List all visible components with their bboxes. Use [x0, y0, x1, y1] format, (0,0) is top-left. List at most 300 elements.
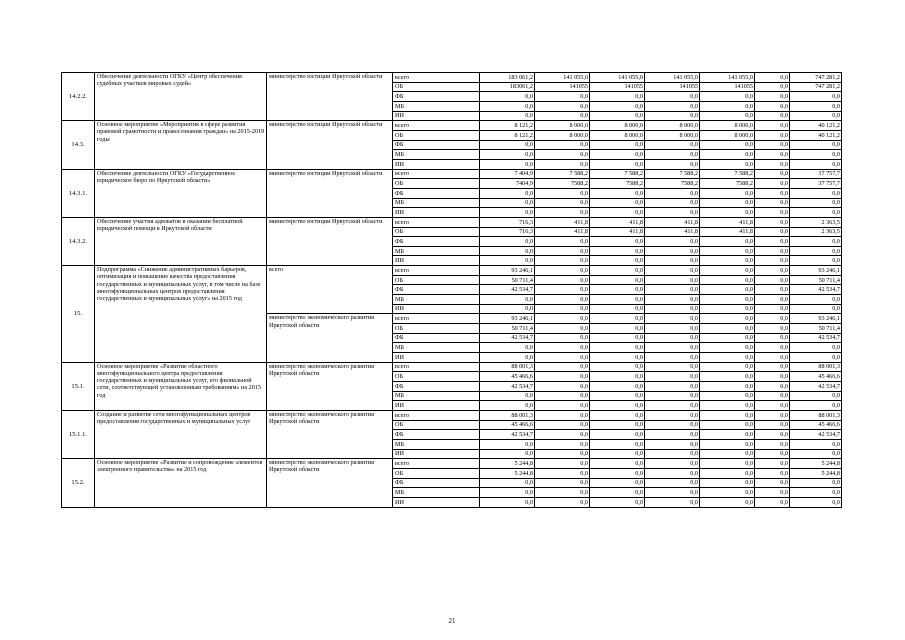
- amount-cell: 0,0: [535, 159, 590, 169]
- amount-cell: 0,0: [590, 478, 645, 488]
- amount-cell: 5 244,8: [480, 459, 535, 469]
- amount-cell: 0,0: [480, 401, 535, 411]
- amount-cell: 0,0: [480, 439, 535, 449]
- amount-cell: 0,0: [790, 92, 842, 102]
- amount-cell: 37 757,7: [790, 179, 842, 189]
- funding-source: ОБ: [393, 420, 480, 430]
- amount-cell: 0,0: [480, 198, 535, 208]
- amount-cell: 141055: [645, 82, 700, 92]
- amount-cell: 0,0: [755, 73, 790, 83]
- amount-cell: 2 363,5: [790, 227, 842, 237]
- amount-cell: 0,0: [590, 459, 645, 469]
- amount-cell: 0,0: [590, 188, 645, 198]
- amount-cell: 0,0: [700, 478, 755, 488]
- amount-cell: 141055: [590, 82, 645, 92]
- amount-cell: 0,0: [590, 208, 645, 218]
- amount-cell: 0,0: [790, 391, 842, 401]
- item-code: 15.2.: [62, 459, 95, 507]
- amount-cell: 0,0: [700, 372, 755, 382]
- amount-cell: 2 363,5: [790, 217, 842, 227]
- amount-cell: 8 000,0: [645, 121, 700, 131]
- amount-cell: 0,0: [790, 208, 842, 218]
- amount-cell: 0,0: [700, 304, 755, 314]
- amount-cell: 0,0: [590, 266, 645, 276]
- item-name: Основное мероприятие «Мероприятия в сфере развития правовой грамотности и правосознания граждан» на 2015-2019 годы: [95, 121, 267, 169]
- amount-cell: 50 711,4: [790, 275, 842, 285]
- amount-cell: 40 121,2: [790, 130, 842, 140]
- amount-cell: 0,0: [700, 285, 755, 295]
- amount-cell: 0,0: [645, 150, 700, 160]
- amount-cell: 0,0: [645, 140, 700, 150]
- amount-cell: 0,0: [590, 140, 645, 150]
- amount-cell: 0,0: [535, 353, 590, 363]
- amount-cell: 0,0: [645, 430, 700, 440]
- funding-source: МБ: [393, 391, 480, 401]
- amount-cell: 0,0: [755, 101, 790, 111]
- amount-cell: 0,0: [535, 208, 590, 218]
- amount-cell: 42 534,7: [480, 430, 535, 440]
- amount-cell: 0,0: [790, 304, 842, 314]
- amount-cell: 141 055,0: [535, 73, 590, 83]
- amount-cell: 0,0: [645, 401, 700, 411]
- amount-cell: 0,0: [590, 101, 645, 111]
- amount-cell: 0,0: [535, 92, 590, 102]
- amount-cell: 0,0: [645, 111, 700, 121]
- funding-source: ФБ: [393, 382, 480, 392]
- amount-cell: 0,0: [645, 295, 700, 305]
- amount-cell: 0,0: [480, 140, 535, 150]
- amount-cell: 0,0: [755, 430, 790, 440]
- item-code: 14.3.: [62, 121, 95, 169]
- funding-source: ФБ: [393, 333, 480, 343]
- amount-cell: 0,0: [480, 111, 535, 121]
- amount-cell: 0,0: [590, 353, 645, 363]
- amount-cell: 0,0: [755, 217, 790, 227]
- amount-cell: 716,3: [480, 227, 535, 237]
- amount-cell: 0,0: [590, 198, 645, 208]
- item-code: 15.1.: [62, 362, 95, 410]
- amount-cell: 0,0: [700, 314, 755, 324]
- amount-cell: 45 466,6: [790, 372, 842, 382]
- table-row: [62, 266, 842, 276]
- amount-cell: 0,0: [590, 92, 645, 102]
- amount-cell: 0,0: [790, 478, 842, 488]
- funding-source: ФБ: [393, 92, 480, 102]
- amount-cell: 0,0: [700, 92, 755, 102]
- amount-cell: 0,0: [590, 237, 645, 247]
- funding-source: всего: [393, 459, 480, 469]
- amount-cell: 8 121,2: [480, 121, 535, 131]
- amount-cell: 93 246,1: [790, 314, 842, 324]
- amount-cell: 8 000,0: [535, 121, 590, 131]
- amount-cell: 411,8: [590, 217, 645, 227]
- amount-cell: 0,0: [480, 188, 535, 198]
- amount-cell: 0,0: [590, 372, 645, 382]
- amount-cell: 0,0: [700, 488, 755, 498]
- amount-cell: 0,0: [755, 372, 790, 382]
- funding-source: МБ: [393, 488, 480, 498]
- amount-cell: 0,0: [790, 401, 842, 411]
- amount-cell: 8 000,0: [700, 130, 755, 140]
- table-row: [62, 410, 842, 420]
- amount-cell: 0,0: [700, 140, 755, 150]
- amount-cell: 0,0: [790, 140, 842, 150]
- amount-cell: 0,0: [755, 237, 790, 247]
- amount-cell: 0,0: [790, 150, 842, 160]
- funding-source: всего: [393, 121, 480, 131]
- item-code: 14.3.1.: [62, 169, 95, 217]
- amount-cell: 0,0: [645, 343, 700, 353]
- funding-source: ОБ: [393, 372, 480, 382]
- amount-cell: 0,0: [755, 401, 790, 411]
- amount-cell: 411,8: [590, 227, 645, 237]
- amount-cell: 0,0: [755, 468, 790, 478]
- amount-cell: 0,0: [535, 140, 590, 150]
- amount-cell: 8 000,0: [590, 130, 645, 140]
- amount-cell: 0,0: [590, 314, 645, 324]
- amount-cell: 0,0: [480, 343, 535, 353]
- amount-cell: 0,0: [755, 188, 790, 198]
- amount-cell: 0,0: [755, 92, 790, 102]
- amount-cell: 0,0: [700, 362, 755, 372]
- amount-cell: 0,0: [535, 410, 590, 420]
- amount-cell: 42 534,7: [480, 285, 535, 295]
- amount-cell: 0,0: [645, 324, 700, 334]
- amount-cell: 0,0: [755, 314, 790, 324]
- amount-cell: 0,0: [700, 275, 755, 285]
- amount-cell: 0,0: [755, 111, 790, 121]
- amount-cell: 0,0: [590, 439, 645, 449]
- amount-cell: 0,0: [645, 391, 700, 401]
- amount-cell: 0,0: [700, 246, 755, 256]
- amount-cell: 0,0: [535, 488, 590, 498]
- amount-cell: 0,0: [755, 285, 790, 295]
- amount-cell: 0,0: [700, 459, 755, 469]
- item-name: Обеспечение деятельности ОГКУ «Центр обеспечения судебных участков мировых судей»: [95, 73, 267, 121]
- amount-cell: 0,0: [535, 198, 590, 208]
- amount-cell: 0,0: [700, 497, 755, 507]
- amount-cell: 0,0: [700, 208, 755, 218]
- table-row: [62, 459, 842, 469]
- amount-cell: 0,0: [535, 295, 590, 305]
- amount-cell: 0,0: [755, 333, 790, 343]
- funding-source: ИИ: [393, 208, 480, 218]
- amount-cell: 0,0: [755, 295, 790, 305]
- amount-cell: 0,0: [645, 439, 700, 449]
- amount-cell: 88 001,3: [790, 362, 842, 372]
- amount-cell: 0,0: [535, 101, 590, 111]
- amount-cell: 42 534,7: [790, 382, 842, 392]
- amount-cell: 0,0: [755, 459, 790, 469]
- amount-cell: 0,0: [535, 478, 590, 488]
- funding-source: ОБ: [393, 179, 480, 189]
- amount-cell: 0,0: [480, 256, 535, 266]
- amount-cell: 183061,2: [480, 82, 535, 92]
- item-name: Основное мероприятие «Развитие и сопровождение элементов электронного правительства» на 2015 год: [95, 459, 267, 507]
- amount-cell: 0,0: [590, 488, 645, 498]
- funding-source: ФБ: [393, 188, 480, 198]
- amount-cell: 0,0: [755, 410, 790, 420]
- amount-cell: 0,0: [590, 159, 645, 169]
- amount-cell: 747 281,2: [790, 82, 842, 92]
- amount-cell: 0,0: [535, 237, 590, 247]
- funding-source: всего: [393, 314, 480, 324]
- amount-cell: 0,0: [645, 314, 700, 324]
- amount-cell: 0,0: [590, 324, 645, 334]
- amount-cell: 141 055,0: [645, 73, 700, 83]
- amount-cell: 0,0: [755, 449, 790, 459]
- amount-cell: 0,0: [645, 449, 700, 459]
- amount-cell: 0,0: [700, 401, 755, 411]
- amount-cell: 0,0: [535, 343, 590, 353]
- amount-cell: 42 534,7: [480, 382, 535, 392]
- amount-cell: 0,0: [645, 382, 700, 392]
- funding-source: ОБ: [393, 324, 480, 334]
- amount-cell: 0,0: [700, 382, 755, 392]
- page-number: 21: [448, 617, 456, 625]
- item-code: 15.1.1.: [62, 410, 95, 458]
- amount-cell: 0,0: [645, 304, 700, 314]
- amount-cell: 0,0: [590, 497, 645, 507]
- amount-cell: 0,0: [590, 111, 645, 121]
- amount-cell: 93 246,1: [480, 314, 535, 324]
- amount-cell: 0,0: [535, 266, 590, 276]
- amount-cell: 0,0: [590, 449, 645, 459]
- executor: министерство юстиции Иркутской области: [267, 217, 393, 265]
- table-row: [62, 362, 842, 372]
- amount-cell: 0,0: [700, 266, 755, 276]
- amount-cell: 0,0: [480, 449, 535, 459]
- amount-cell: 0,0: [755, 256, 790, 266]
- amount-cell: 0,0: [755, 420, 790, 430]
- amount-cell: 0,0: [700, 333, 755, 343]
- amount-cell: 0,0: [790, 353, 842, 363]
- amount-cell: 0,0: [700, 150, 755, 160]
- amount-cell: 0,0: [755, 82, 790, 92]
- amount-cell: 0,0: [755, 266, 790, 276]
- amount-cell: 0,0: [590, 468, 645, 478]
- amount-cell: 7404,9: [480, 179, 535, 189]
- amount-cell: 0,0: [590, 246, 645, 256]
- amount-cell: 0,0: [590, 420, 645, 430]
- table-row: [62, 73, 842, 83]
- amount-cell: 88 001,3: [480, 410, 535, 420]
- funding-source: ИИ: [393, 256, 480, 266]
- amount-cell: 0,0: [755, 198, 790, 208]
- amount-cell: 0,0: [535, 246, 590, 256]
- amount-cell: 0,0: [535, 449, 590, 459]
- amount-cell: 0,0: [755, 121, 790, 131]
- funding-source: МБ: [393, 246, 480, 256]
- amount-cell: 183 061,2: [480, 73, 535, 83]
- amount-cell: 45 466,6: [480, 420, 535, 430]
- amount-cell: 0,0: [590, 304, 645, 314]
- amount-cell: 0,0: [790, 449, 842, 459]
- amount-cell: 0,0: [535, 324, 590, 334]
- amount-cell: 0,0: [755, 227, 790, 237]
- amount-cell: 0,0: [645, 256, 700, 266]
- amount-cell: 0,0: [700, 343, 755, 353]
- amount-cell: 0,0: [535, 188, 590, 198]
- executor: министерство юстиции Иркутской области: [267, 121, 393, 169]
- amount-cell: 0,0: [645, 362, 700, 372]
- funding-source: ФБ: [393, 285, 480, 295]
- amount-cell: 0,0: [645, 497, 700, 507]
- amount-cell: 0,0: [480, 159, 535, 169]
- amount-cell: 5 244,8: [480, 468, 535, 478]
- amount-cell: 0,0: [755, 246, 790, 256]
- amount-cell: 0,0: [590, 382, 645, 392]
- funding-source: ИИ: [393, 111, 480, 121]
- amount-cell: 0,0: [535, 430, 590, 440]
- funding-source: МБ: [393, 101, 480, 111]
- amount-cell: 0,0: [535, 314, 590, 324]
- funding-source: ФБ: [393, 237, 480, 247]
- funding-source: ИИ: [393, 159, 480, 169]
- amount-cell: 0,0: [755, 150, 790, 160]
- amount-cell: 0,0: [535, 304, 590, 314]
- amount-cell: 0,0: [590, 333, 645, 343]
- amount-cell: 0,0: [590, 391, 645, 401]
- amount-cell: 7588,2: [645, 179, 700, 189]
- amount-cell: 141 055,0: [590, 73, 645, 83]
- amount-cell: 0,0: [755, 391, 790, 401]
- executor: министерство юстиции Иркутской области: [267, 169, 393, 217]
- amount-cell: 0,0: [755, 179, 790, 189]
- amount-cell: 0,0: [535, 497, 590, 507]
- amount-cell: 0,0: [535, 111, 590, 121]
- amount-cell: 50 711,4: [480, 324, 535, 334]
- amount-cell: 7 404,9: [480, 169, 535, 179]
- funding-source: ОБ: [393, 227, 480, 237]
- funding-source: ФБ: [393, 478, 480, 488]
- amount-cell: 0,0: [790, 488, 842, 498]
- amount-cell: 0,0: [590, 295, 645, 305]
- amount-cell: 0,0: [790, 439, 842, 449]
- amount-cell: 0,0: [700, 188, 755, 198]
- amount-cell: 0,0: [480, 237, 535, 247]
- amount-cell: 0,0: [790, 295, 842, 305]
- program-funding-table-container: [61, 72, 841, 508]
- amount-cell: 50 711,4: [480, 275, 535, 285]
- amount-cell: 411,8: [700, 217, 755, 227]
- amount-cell: 0,0: [590, 430, 645, 440]
- amount-cell: 0,0: [645, 275, 700, 285]
- amount-cell: 0,0: [590, 285, 645, 295]
- amount-cell: 5 244,8: [790, 459, 842, 469]
- amount-cell: 0,0: [700, 198, 755, 208]
- amount-cell: 7 588,2: [645, 169, 700, 179]
- item-name: Основное мероприятие «Развитие областного многофункционального центра предоставления государственных и муниципальных услуг, его филиальной сети, соответствующей установленным требованиям» на 2015 год: [95, 362, 267, 410]
- amount-cell: 0,0: [790, 188, 842, 198]
- funding-source: МБ: [393, 439, 480, 449]
- amount-cell: 0,0: [790, 101, 842, 111]
- funding-source: МБ: [393, 198, 480, 208]
- amount-cell: 0,0: [535, 439, 590, 449]
- amount-cell: 0,0: [790, 111, 842, 121]
- amount-cell: 42 534,7: [480, 333, 535, 343]
- funding-source: МБ: [393, 343, 480, 353]
- amount-cell: 0,0: [790, 497, 842, 507]
- funding-source: ОБ: [393, 468, 480, 478]
- amount-cell: 0,0: [480, 304, 535, 314]
- amount-cell: 0,0: [700, 324, 755, 334]
- amount-cell: 0,0: [645, 198, 700, 208]
- amount-cell: 0,0: [755, 439, 790, 449]
- funding-source: ИИ: [393, 497, 480, 507]
- amount-cell: 0,0: [535, 459, 590, 469]
- funding-source: всего: [393, 169, 480, 179]
- funding-source: всего: [393, 266, 480, 276]
- amount-cell: 0,0: [535, 391, 590, 401]
- amount-cell: 0,0: [535, 372, 590, 382]
- amount-cell: 0,0: [645, 420, 700, 430]
- amount-cell: 0,0: [480, 101, 535, 111]
- amount-cell: 7 588,2: [700, 169, 755, 179]
- amount-cell: 0,0: [700, 420, 755, 430]
- amount-cell: 411,8: [645, 227, 700, 237]
- amount-cell: 0,0: [645, 101, 700, 111]
- amount-cell: 0,0: [755, 159, 790, 169]
- amount-cell: 0,0: [700, 449, 755, 459]
- funding-source: МБ: [393, 295, 480, 305]
- funding-source: ИИ: [393, 353, 480, 363]
- funding-source: всего: [393, 217, 480, 227]
- amount-cell: 0,0: [645, 468, 700, 478]
- amount-cell: 0,0: [480, 246, 535, 256]
- item-name: Создание и развитие сети многофункциональных центров предоставления государственных и муниципальных услуг: [95, 410, 267, 458]
- amount-cell: 411,8: [645, 217, 700, 227]
- amount-cell: 716,3: [480, 217, 535, 227]
- amount-cell: 7 588,2: [590, 169, 645, 179]
- amount-cell: 42 534,7: [790, 333, 842, 343]
- amount-cell: 0,0: [755, 488, 790, 498]
- amount-cell: 45 466,6: [790, 420, 842, 430]
- amount-cell: 0,0: [590, 275, 645, 285]
- item-name: Подпрограмма «Снижение административных барьеров, оптимизация и повышение качества предоставления государственных и муниципальных услуг, в том числе на базе многофункциональных центров предоставления государственных и муниципальных услуг» на 2015 год: [95, 266, 267, 363]
- amount-cell: 7588,2: [700, 179, 755, 189]
- amount-cell: 0,0: [535, 468, 590, 478]
- program-funding-table: [61, 72, 842, 508]
- item-name: Обеспечение участия адвокатов в оказании бесплатной юридической помощи в Иркутской области: [95, 217, 267, 265]
- amount-cell: 0,0: [480, 391, 535, 401]
- amount-cell: 0,0: [480, 488, 535, 498]
- amount-cell: 8 000,0: [535, 130, 590, 140]
- amount-cell: 0,0: [645, 159, 700, 169]
- item-code: 14.2.2.: [62, 73, 95, 121]
- amount-cell: 0,0: [645, 208, 700, 218]
- amount-cell: 0,0: [645, 237, 700, 247]
- amount-cell: 0,0: [700, 391, 755, 401]
- amount-cell: 0,0: [755, 343, 790, 353]
- executor: министерство экономического развития Иркутской области: [267, 410, 393, 458]
- amount-cell: 0,0: [645, 188, 700, 198]
- amount-cell: 0,0: [790, 256, 842, 266]
- amount-cell: 0,0: [535, 256, 590, 266]
- amount-cell: 0,0: [700, 410, 755, 420]
- amount-cell: 0,0: [590, 362, 645, 372]
- amount-cell: 42 534,7: [790, 285, 842, 295]
- amount-cell: 0,0: [755, 304, 790, 314]
- amount-cell: 0,0: [645, 372, 700, 382]
- amount-cell: 8 121,2: [480, 130, 535, 140]
- amount-cell: 7 588,2: [535, 169, 590, 179]
- amount-cell: 0,0: [480, 150, 535, 160]
- amount-cell: 0,0: [535, 285, 590, 295]
- funding-source: ФБ: [393, 140, 480, 150]
- amount-cell: 0,0: [535, 362, 590, 372]
- amount-cell: 93 246,1: [480, 266, 535, 276]
